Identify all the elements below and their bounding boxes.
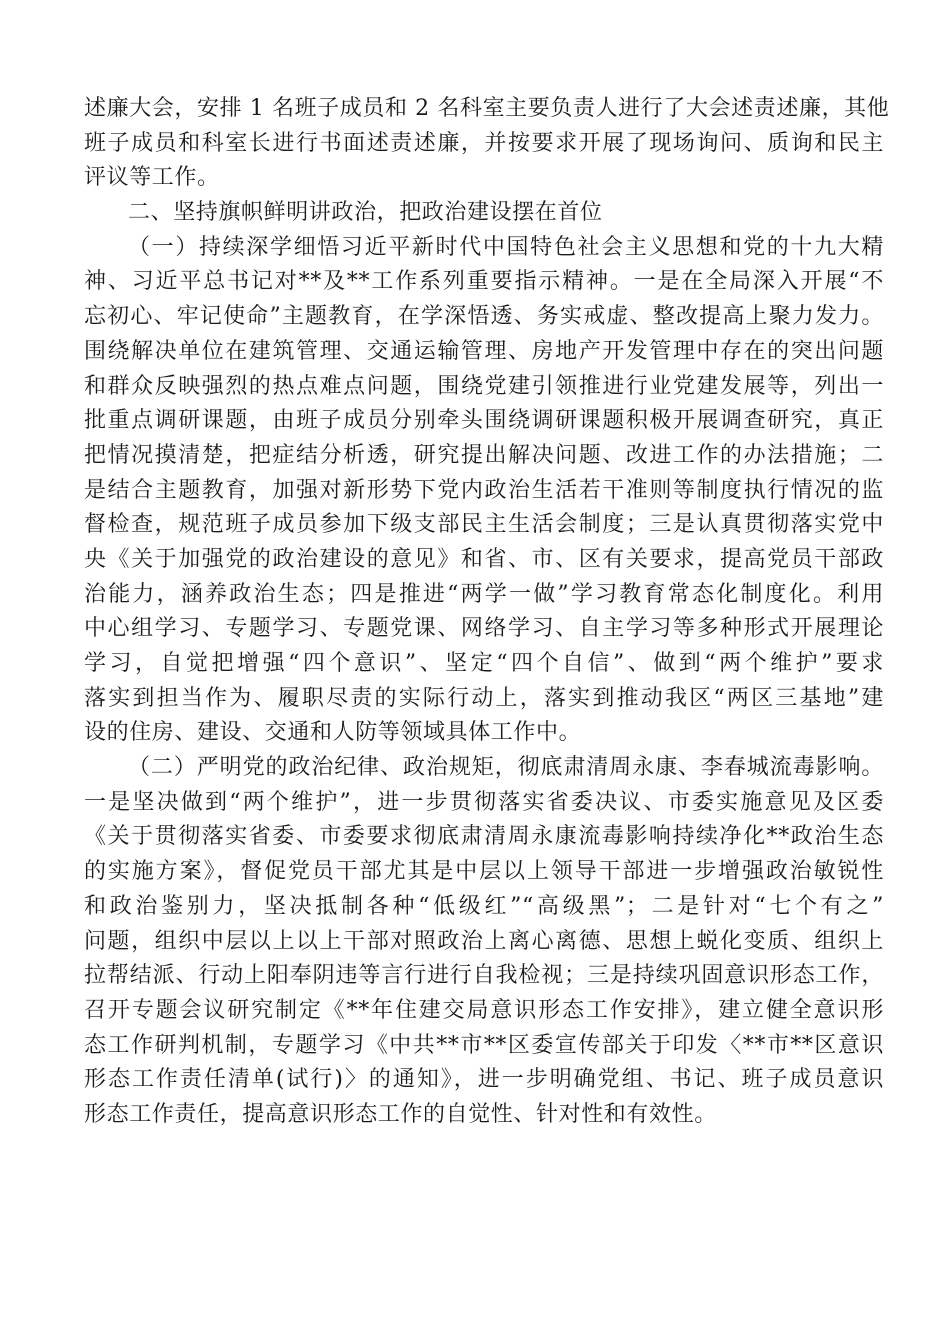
text-line: 班子成员和科室长进行书面述责述廉，并按要求开展了现场询问、质询和民主 <box>84 130 884 156</box>
text-line: 问题，组织中层以上以上干部对照政治上离心离德、思想上蜕化变质、组织上 <box>84 928 884 954</box>
text-line: （一）持续深学细悟习近平新时代中国特色社会主义思想和党的十九大精 <box>128 234 884 260</box>
text-line: 和群众反映强烈的热点难点问题，围绕党建引领推进行业党建发展等，列出一 <box>84 373 884 399</box>
document-page <box>84 92 890 1133</box>
text-line: 神、习近平总书记对**及**工作系列重要指示精神。一是在全局深入开展“不 <box>84 269 884 295</box>
text-line: 落实到担当作为、履职尽责的实际行动上，落实到推动我区“两区三基地”建 <box>84 685 884 711</box>
heading-line: 二、坚持旗帜鲜明讲政治，把政治建设摆在首位 <box>128 200 603 226</box>
section-heading <box>84 196 884 231</box>
text-line: 态工作研判机制，专题学习《中共**市**区委宣传部关于印发〈**市**区意识 <box>84 1032 884 1058</box>
text-line: 设的住房、建设、交通和人防等领域具体工作中。 <box>84 720 582 746</box>
text-line: 央《关于加强党的政治建设的意见》和省、市、区有关要求，提高党员干部政 <box>84 546 884 572</box>
text-line: 形态工作责任清单(试行)〉的通知》，进一步明确党组、书记、班子成员意识 <box>84 1067 884 1093</box>
text-line: 围绕解决单位在建筑管理、交通运输管理、房地产开发管理中存在的突出问题 <box>84 338 884 364</box>
text-line: 和政治鉴别力，坚决抵制各种“低级红”“高级黑”；二是针对“七个有之” <box>84 893 884 919</box>
text-line: 拉帮结派、行动上阳奉阴违等言行进行自我检视；三是持续巩固意识形态工作， <box>84 963 884 989</box>
paragraph-item-2 <box>84 751 884 1133</box>
text-line: 忘初心、牢记使命”主题教育，在学深悟透、务实戒虚、整改提高上聚力发力。 <box>84 304 884 330</box>
text-line: 述廉大会，安排 1 名班子成员和 2 名科室主要负责人进行了大会述责述廉，其他 <box>84 96 890 121</box>
text-line: 的实施方案》，督促党员干部尤其是中层以上领导干部进一步增强政治敏锐性 <box>84 859 884 885</box>
text-line: 学习，自觉把增强“四个意识”、坚定“四个自信”、做到“两个维护”要求 <box>84 651 884 676</box>
text-line: 评议等工作。 <box>84 165 220 191</box>
text-line: 督检查，规范班子成员参加下级支部民主生活会制度；三是认真贯彻落实党中 <box>84 512 884 538</box>
text-line: 把情况摸清楚，把症结分析透，研究提出解决问题、改进工作的办法措施；二 <box>84 442 884 468</box>
text-line: 召开专题会议研究制定《**年住建交局意识形态工作安排》，建立健全意识形 <box>84 997 884 1023</box>
text-line: 《关于贯彻落实省委、市委要求彻底肃清周永康流毒影响持续净化**政治生态 <box>84 824 884 850</box>
text-line: 形态工作责任，提高意识形态工作的自觉性、针对性和有效性。 <box>84 1101 717 1127</box>
text-line: 中心组学习、专题学习、专题党课、网络学习、自主学习等多种形式开展理论 <box>84 616 884 642</box>
text-line: （二）严明党的政治纪律、政治规矩，彻底肃清周永康、李春城流毒影响。 <box>128 755 884 781</box>
text-line: 一是坚决做到“两个维护”，进一步贯彻落实省委决议、市委实施意见及区委 <box>84 789 884 815</box>
paragraph-continuation <box>84 92 890 196</box>
text-line: 批重点调研课题，由班子成员分别牵头围绕调研课题积极开展调查研究，真正 <box>84 408 884 434</box>
text-line: 治能力，涵养政治生态；四是推进“两学一做”学习教育常态化制度化。利用 <box>84 581 884 607</box>
text-line: 是结合主题教育，加强对新形势下党内政治生活若干准则等制度执行情况的监 <box>84 477 884 503</box>
paragraph-item-1 <box>84 231 884 751</box>
